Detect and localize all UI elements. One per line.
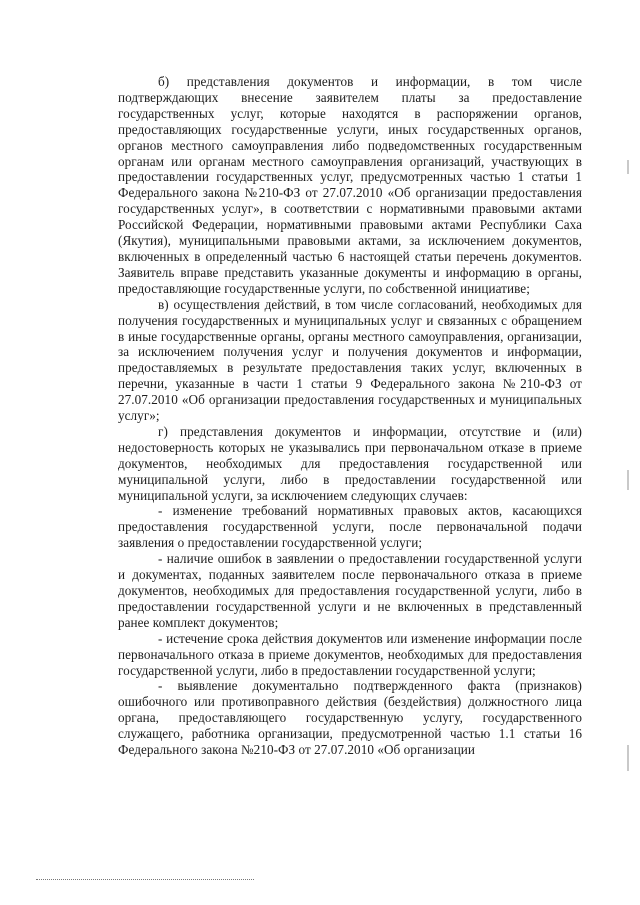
list-item-requirements-change: - изменение требований нормативных правовых актов, касающихся предоставления государственной услуги, после первоначальной подачи заявления о предоставлении государственной услуги; bbox=[118, 503, 582, 551]
list-item-errors-in-application: - наличие ошибок в заявлении о предоставлении государственной услуги и документах, поданных заявителем после первоначального отказа в приеме документов, необходимых для предоставления государственной услуги, либо в предоставлении государственной услуги и не включенных в представленный ранее комплект документов; bbox=[118, 551, 582, 630]
paragraph-b: б) представления документов и информации, в том числе подтверждающих внесение заявителем платы за предоставление государственных услуг, которые находятся в распоряжении органов, предоставляющих государственные услуги, иных государственных органов, органов местного самоуправления либо подведомственных государственным органам или органам местного самоуправления организаций, участвующих в предоставлении государственных услуг, предусмотренных частью 1 статьи 1 Федерального закона №210-ФЗ от 27.07.2010 «Об организации предоставления государственных услуг», в соответствии с нормативными правовыми актами Российской Федерации, нормативными правовыми актами Республики Саха (Якутия), муниципальными правовыми актами, за исключением документов, включенных в определенный частью 6 настоящей статьи перечень документов. Заявитель вправе представить указанные документы и информацию в органы, предоставляющие государственные услуги, по собственной инициативе; bbox=[118, 74, 582, 296]
footer-divider bbox=[36, 879, 254, 880]
document-body bbox=[118, 74, 582, 758]
list-item-document-expiry: - истечение срока действия документов или изменение информации после первоначального отказа в приеме документов, необходимых для предоставления государственной услуги, либо в предоставлении государственной услуги; bbox=[118, 630, 582, 678]
paragraph-v: в) осуществления действий, в том числе согласований, необходимых для получения государственных и муниципальных услуг и связанных с обращением в иные государственные органы, органы местного самоуправления, организации, за исключением получения услуг и получения документов и информации, предоставляемых в результате предоставления таких услуг, включенных в перечни, указанные в части 1 статьи 9 Федерального закона №210-ФЗ от 27.07.2010 «Об организации предоставления государственных и муниципальных услуг»; bbox=[118, 296, 582, 424]
paragraph-g: г) представления документов и информации, отсутствие и (или) недостоверность которых не указывались при первоначальном отказе в приеме документов, необходимых для предоставления государственной или муниципальной услуги, либо в предоставлении государственной или муниципальной услуги, за исключением следующих случаев: bbox=[118, 423, 582, 503]
list-item-erroneous-action: - выявление документально подтвержденного факта (признаков) ошибочного или противоправного действия (бездействия) должностного лица органа, предоставляющего государственную услугу, государственного служащего, работника организации, предусмотренной частью 1.1 статьи 16 Федерального закона №210-ФЗ от 27.07.2010 «Об организации bbox=[118, 678, 582, 758]
scan-edge-mark bbox=[627, 470, 629, 490]
scan-edge-mark bbox=[627, 160, 629, 174]
scan-edge-mark bbox=[627, 745, 629, 771]
